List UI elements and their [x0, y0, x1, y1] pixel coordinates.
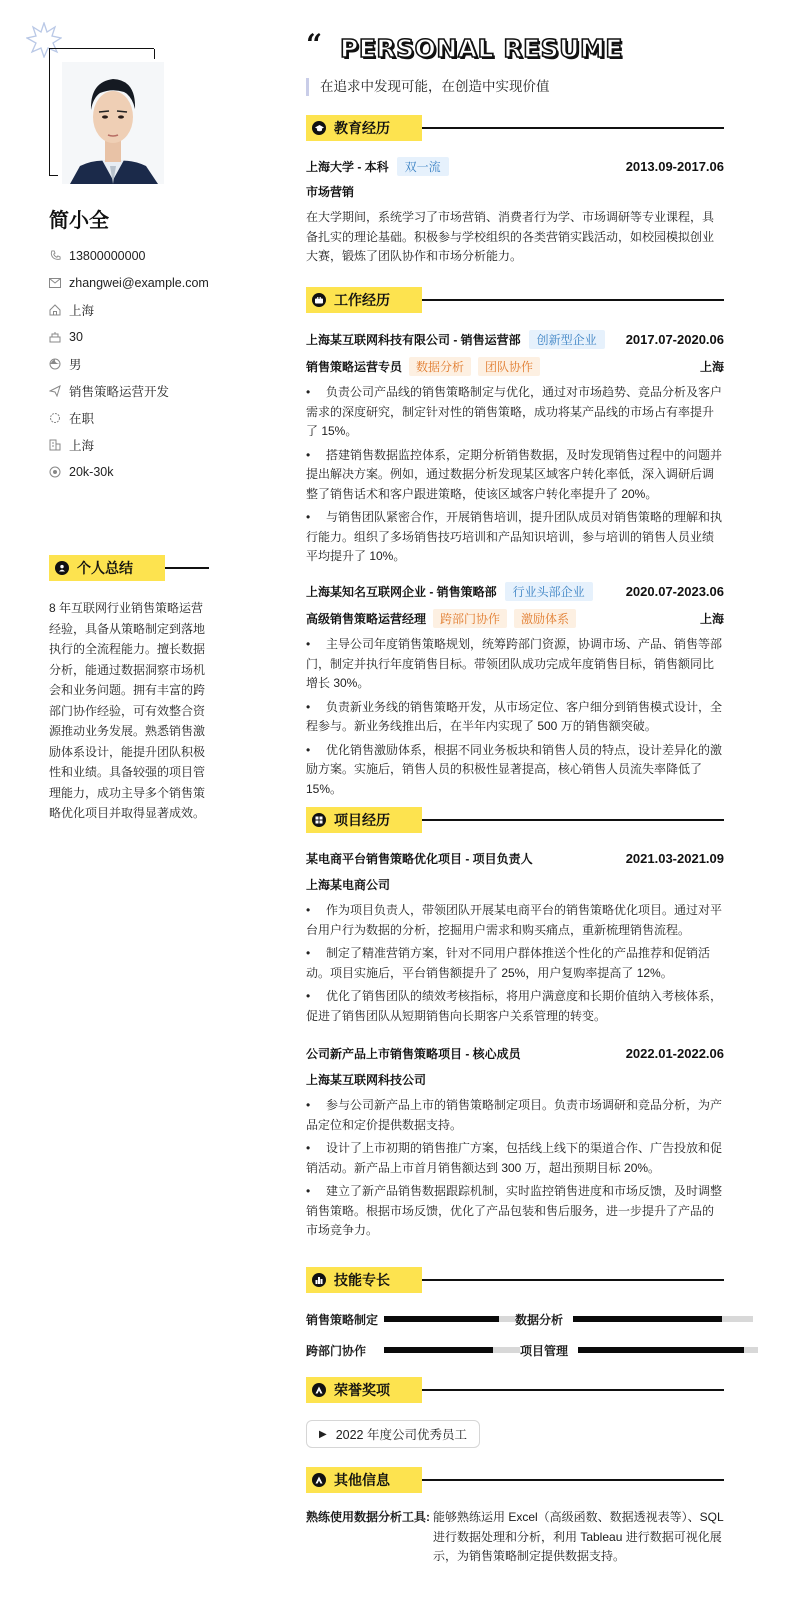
bullet-item: • 与销售团队紧密合作，开展销售培训，提升团队成员对销售策略的理解和执行能力。组织了多场销售技巧培训和产品知识培训，参与培训的销售人员业绩平均提升了 10%。 [306, 508, 724, 567]
info-status: 在职 [49, 404, 209, 431]
company-name: 上海某互联网科技有限公司 - 销售运营部 [306, 332, 521, 347]
project-company: 上海某电商公司 [306, 878, 391, 892]
section-header-skills [306, 1267, 724, 1293]
section-divider [422, 819, 724, 821]
project-bullets [306, 1096, 724, 1241]
award-label: 2022 年度公司优秀员工 [335, 1428, 467, 1442]
section-title: 个人总结 [77, 560, 133, 576]
bullet-item: • 负责新业务线的销售策略开发，从市场定位、客户细分到销售模式设计，全程参与。新业务线推出后，在半年内实现了 500 万的销售额突破。 [306, 698, 724, 737]
project-name: 公司新产品上市销售策略项目 - 核心成员 [306, 1046, 521, 1061]
school-badge: 双一流 [397, 157, 449, 176]
info-location: 上海 [49, 296, 209, 323]
info-phone: 13800000000 [49, 242, 209, 269]
other-info-row [306, 1508, 726, 1567]
other-info [306, 1508, 726, 1567]
section-title: 其他信息 [334, 1472, 390, 1488]
job-bullets [306, 635, 724, 799]
section-title: 教育经历 [334, 120, 390, 136]
age-icon [49, 331, 61, 343]
bullet-item: • 主导公司年度销售策略规划，统筹跨部门资源，协调市场、产品、销售等部门，制定并执行年度销售目标。带领团队成功完成年度销售目标，销售额同比增长 30%。 [306, 635, 724, 694]
bullet-item: • 优化销售激励体系，根据不同业务板块和销售人员的特点，设计差异化的激励方案。实施后，销售人员的积极性显著提高，核心销售人员流失率降低了 15%。 [306, 741, 724, 800]
project-entry [306, 1044, 724, 1245]
school-name: 上海大学 - 本科 [306, 159, 389, 174]
skill-bar-fill [573, 1316, 722, 1322]
section-title: 工作经历 [334, 292, 390, 308]
skill-bar [384, 1316, 515, 1322]
section-divider [422, 299, 724, 301]
bullet-item: • 建立了新产品销售数据跟踪机制，实时监控销售进度和市场反馈，及时调整销售策略。根据市场反馈，优化了产品包装和售后服务，进一步提升了产品的市场竞争力。 [306, 1182, 724, 1241]
education-date: 2013.09-2017.06 [625, 158, 724, 174]
section-header-other [306, 1467, 724, 1493]
info-work-city: 上海 [49, 431, 209, 458]
other-info-label: 熟练使用数据分析工具: [306, 1510, 430, 1524]
salary-icon [49, 466, 61, 478]
mail-icon [49, 277, 61, 289]
project-entry [306, 849, 724, 1030]
skill-tag: 跨部门协作 [433, 609, 507, 628]
job-date: 2017.07-2020.06 [625, 331, 724, 347]
bullet-item: • 参与公司新产品上市的销售策略制定项目。负责市场调研和竞品分析，为产品定位和定价提供数据支持。 [306, 1096, 724, 1135]
skill-item [520, 1342, 758, 1359]
bullet-item: • 负责公司产品线的销售策略制定与优化，通过对市场趋势、竞品分析及客户需求的深度研究，制定针对性的销售策略，成功将某产品线的市场占有率提升了 15%。 [306, 383, 724, 442]
section-title: 项目经历 [334, 812, 390, 828]
grid-icon [312, 813, 326, 827]
project-bullets [306, 901, 724, 1026]
job-city: 上海 [699, 611, 724, 626]
building-icon [49, 439, 61, 451]
section-title: 技能专长 [334, 1272, 390, 1288]
education-desc: 在大学期间，系统学习了市场营销、消费者行为学、市场调研等专业课程，具备扎实的理论基础。积极参与学校组织的各类营销实践活动，如校园模拟创业大赛，锻炼了团队协作和市场分析能力。 [306, 210, 715, 263]
skill-bar-fill [384, 1316, 499, 1322]
job-position: 高级销售策略运营经理 [306, 611, 427, 626]
skill-label: 跨部门协作 [306, 1343, 367, 1358]
education-entry [306, 157, 724, 267]
company-badge: 创新型企业 [529, 330, 605, 349]
skill-bar [578, 1347, 758, 1353]
info-email: zhangwei@example.com [49, 269, 209, 296]
section-header-work [306, 287, 724, 313]
summary-text: 8 年互联网行业销售策略运营经验，具备从策略制定到落地执行的全流程能力。擅长数据分析，能通过数据洞察市场机会和业务问题。拥有丰富的跨部门协作经验，可有效整合资源推动业务发展。熟悉销售激励体系设计，能提升团队积极性和业绩。具备较强的项目管理能力，成功主导多个销售策略优化项目并取得显著成效。 [49, 601, 206, 820]
skill-bar [573, 1316, 753, 1322]
skill-label: 销售策略制定 [306, 1312, 379, 1327]
avatar [62, 62, 164, 184]
triangle-right-icon: ▶ [319, 1428, 327, 1440]
section-header-summary [49, 555, 209, 581]
section-divider [422, 127, 724, 129]
section-divider [165, 567, 209, 569]
phone-icon [49, 250, 61, 262]
project-date: 2022.01-2022.06 [625, 1045, 724, 1061]
skill-item [306, 1311, 515, 1328]
bar-chart-icon [312, 1273, 326, 1287]
section-title: 荣誉奖项 [334, 1382, 390, 1398]
send-icon [49, 385, 61, 397]
section-header-education [306, 115, 724, 141]
info-age: 30 [49, 323, 209, 350]
skill-bar [384, 1347, 520, 1353]
skill-tag: 团队协作 [478, 357, 540, 376]
other-info-value: 能够熟练运用 Excel（高级函数、数据透视表等）、SQL 进行数据处理和分析，利用 Tableau 进行数据可视化展示，为销售策略制定提供数据支持。 [433, 1510, 724, 1563]
section-divider [422, 1279, 724, 1281]
section-header-projects [306, 807, 724, 833]
job-position: 销售策略运营专员 [306, 359, 403, 374]
job-date: 2020.07-2023.06 [625, 583, 724, 599]
info-job-intention: 销售策略运营开发 [49, 377, 209, 404]
info-salary: 20k-30k [49, 458, 209, 485]
user-icon [55, 561, 69, 575]
skill-label: 项目管理 [520, 1343, 569, 1358]
section-divider [422, 1389, 724, 1391]
skill-tag: 数据分析 [409, 357, 471, 376]
awards-list [306, 1420, 724, 1448]
skill-bar-fill [578, 1347, 744, 1353]
job-entry [306, 330, 724, 571]
contact-info-list [49, 242, 209, 485]
bullet-item: • 制定了精准营销方案，针对不同用户群体推送个性化的产品推荐和促销活动。项目实施后，平台销售额提升了 25%，用户复购率提高了 12%。 [306, 944, 724, 983]
graduation-cap-icon [312, 121, 326, 135]
company-name: 上海某知名互联网企业 - 销售策略部 [306, 584, 497, 599]
home-icon [49, 304, 61, 316]
gender-icon [49, 358, 61, 370]
skills-grid [306, 1311, 736, 1358]
award-item [306, 1420, 480, 1448]
bullet-item: • 作为项目负责人，带领团队开展某电商平台的销售策略优化项目。通过对平台用户行为数据的分析，挖掘用户需求和购买痛点，重新梳理销售流程。 [306, 901, 724, 940]
project-name: 某电商平台销售策略优化项目 - 项目负责人 [306, 851, 533, 866]
job-bullets [306, 383, 724, 567]
skill-item [515, 1311, 753, 1328]
project-date: 2021.03-2021.09 [625, 850, 724, 866]
quote-mark: “ [306, 28, 323, 61]
job-city: 上海 [699, 359, 724, 374]
motto: 在追求中发现可能，在创造中实现价值 [306, 78, 550, 96]
status-icon [49, 412, 61, 424]
job-entry [306, 582, 724, 803]
major: 市场营销 [306, 185, 355, 199]
info-gender: 男 [49, 350, 209, 377]
section-divider [422, 1479, 724, 1481]
award-icon [312, 1383, 326, 1397]
skill-bar-fill [384, 1347, 493, 1353]
bullet-item: • 搭建销售数据监控体系，定期分析销售数据，及时发现销售过程中的问题并提出解决方案。例如，通过数据分析发现某区域客户转化率低，深入调研后调整了销售话术和客户跟进策略，使该区域客户转化率提升了 20%。 [306, 446, 724, 505]
skill-tag: 激励体系 [514, 609, 576, 628]
company-badge: 行业头部企业 [505, 582, 593, 601]
resume-title: PERSONAL RESUME [340, 34, 623, 63]
skill-item [306, 1342, 520, 1359]
project-company: 上海某互联网科技公司 [306, 1073, 427, 1087]
bullet-item: • 优化了销售团队的绩效考核指标，将用户满意度和长期价值纳入考核体系，促进了销售团队从短期销售向长期客户关系管理的转变。 [306, 987, 724, 1026]
candidate-name: 简小全 [49, 210, 109, 232]
bullet-item: • 设计了上市初期的销售推广方案，包括线上线下的渠道合作、广告投放和促销活动。新产品上市首月销售额达到 300 万，超出预期目标 20%。 [306, 1139, 724, 1178]
section-header-awards [306, 1377, 724, 1403]
info-icon [312, 1473, 326, 1487]
briefcase-icon [312, 293, 326, 307]
skill-label: 数据分析 [515, 1312, 564, 1327]
